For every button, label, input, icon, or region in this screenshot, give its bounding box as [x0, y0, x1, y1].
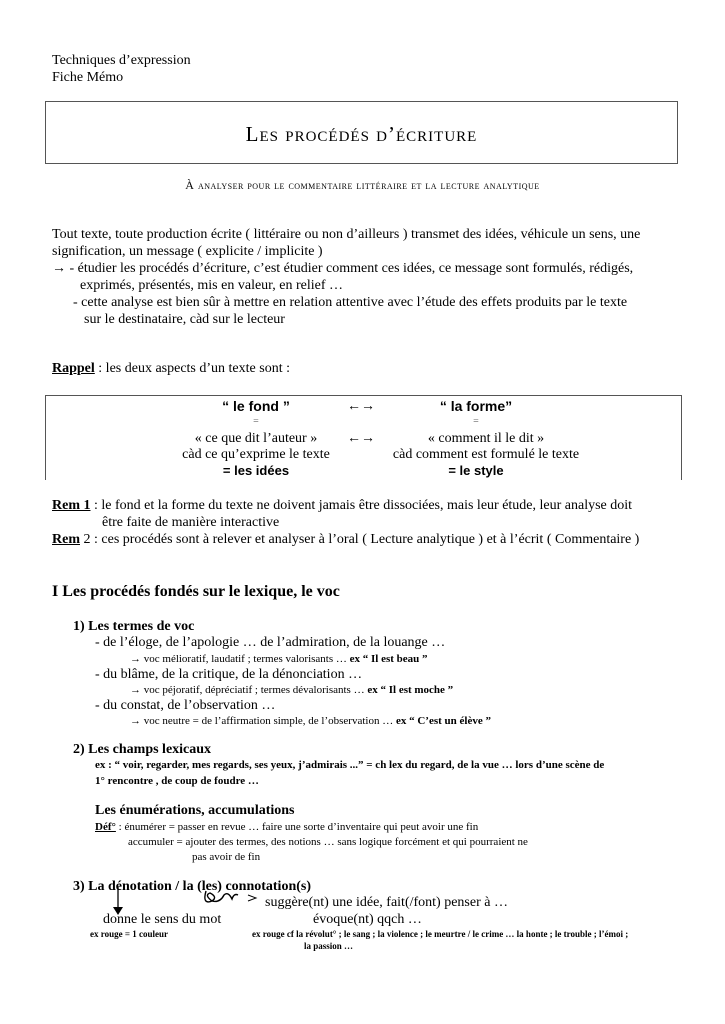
list-item: - du constat, de l’observation … [95, 698, 276, 713]
list-subitem: → voc péjoratif, dépréciatif ; termes dévalorisants … ex “ Il est moche ” [130, 684, 454, 696]
forme-result: = le style [448, 463, 504, 478]
example-line: 1° rencontre , de coup de foudre … [95, 775, 259, 787]
fond-cad: càd ce qu’exprime le texte [182, 447, 330, 462]
rem2-line [52, 531, 639, 548]
enum-title: Les énumérations, accumulations [95, 803, 295, 818]
forme-label: “ la forme” [439, 398, 513, 414]
arrow-icon: ←→ [347, 431, 375, 446]
intro-line: exprimés, présentés, mis en valeur, en relief … [80, 278, 344, 293]
rem1-text: : le fond et la forme du texte ne doivent jamais être dissociées, mais leur étude, leur analyse doit [90, 498, 633, 513]
intro-line: Tout texte, toute production écrite ( littéraire ou non d’ailleurs ) transmet des idées, véhicule un sens, une [52, 227, 641, 242]
subsection-title: 3) La dénotation / la (les) connotation(s) [73, 879, 311, 894]
page-title: Les procédés d’écriture [245, 122, 478, 146]
fond-quote: « ce que dit l’auteur » [194, 431, 318, 446]
fond-label: “ le fond ” [222, 398, 290, 414]
def-line: accumuler = ajouter des termes, des notions … sans logique forcément et qui pourraient ne [128, 836, 528, 848]
rem1-line [52, 497, 632, 514]
list-item: - de l’éloge, de l’apologie … de l’admiration, de la louange … [95, 635, 446, 650]
connotation-example-2: la passion … [304, 941, 354, 951]
intro-line: → - étudier les procédés d’écriture, c’est étudier comment ces idées, ce message sont formulés, rédigés, [52, 261, 634, 276]
fond-result: = les idées [222, 463, 290, 478]
rappel-line [52, 360, 290, 377]
list-subitem: → voc mélioratif, laudatif ; termes valorisants … ex “ Il est beau ” [130, 653, 428, 665]
intro-line: - cette analyse est bien sûr à mettre en relation attentive avec l’étude des effets produits par le texte [73, 295, 628, 310]
rem1-line-2: être faite de manière interactive [102, 515, 280, 530]
header-line-1: Techniques d’expression [52, 53, 191, 68]
arrow-icon: ←→ [347, 399, 375, 414]
connotation-example: ex rouge cf la révolut° ; le sang ; la violence ; le meurtre / le crime … la honte ; le trouble ; l’émoi ; [252, 929, 629, 939]
list-item: - du blâme, de la critique, de la dénonciation … [95, 667, 363, 682]
forme-cad: càd comment est formulé le texte [392, 447, 580, 462]
section-heading: I Les procédés fondés sur le lexique, le voc [52, 583, 340, 600]
rappel-text: : les deux aspects d’un texte sont : [94, 361, 290, 376]
example-line: ex : “ voir, regarder, mes regards, ses yeux, j’admirais ...” = ch lex du regard, de la vue … lors d’une scène de [95, 759, 605, 771]
connotation-definition-2: évoque(nt) qqch … [313, 912, 422, 927]
equals: = [253, 416, 259, 427]
rem2-label: Rem [52, 532, 80, 547]
subtitle: À analyser pour le commentaire littéraire et la lecture analytique [185, 178, 540, 192]
equals: = [473, 416, 479, 427]
connotation-definition: suggère(nt) une idée, fait(/font) penser à … [265, 895, 508, 910]
aspects-box [45, 395, 682, 480]
list-subitem: → voc neutre = de l’affirmation simple, de l’observation … ex “ C’est un élève ” [130, 715, 491, 727]
rappel-label: Rappel [52, 361, 95, 376]
subsection-title: 1) Les termes de voc [73, 619, 195, 634]
def-line: Déf° : énumérer = passer en revue … faire une sorte d’inventaire qui peut avoir une fin [95, 821, 479, 833]
intro-line: sur le destinataire, càd sur le lecteur [84, 312, 285, 327]
title-box [45, 101, 678, 164]
denotation-definition: donne le sens du mot [103, 912, 222, 927]
denotation-example: ex rouge = 1 couleur [90, 929, 168, 939]
rem2-text: 2 : ces procédés sont à relever et analyser à l’oral ( Lecture analytique ) et à l’écrit ( Commentaire ) [80, 532, 640, 547]
forme-quote: « comment il le dit » [427, 431, 545, 446]
subsection-title: 2) Les champs lexicaux [73, 742, 212, 757]
header-line-2: Fiche Mémo [52, 70, 124, 85]
def-line: pas avoir de fin [192, 851, 261, 863]
intro-line: signification, un message ( explicite / implicite ) [52, 244, 323, 259]
rem1-label: Rem 1 [52, 498, 91, 513]
